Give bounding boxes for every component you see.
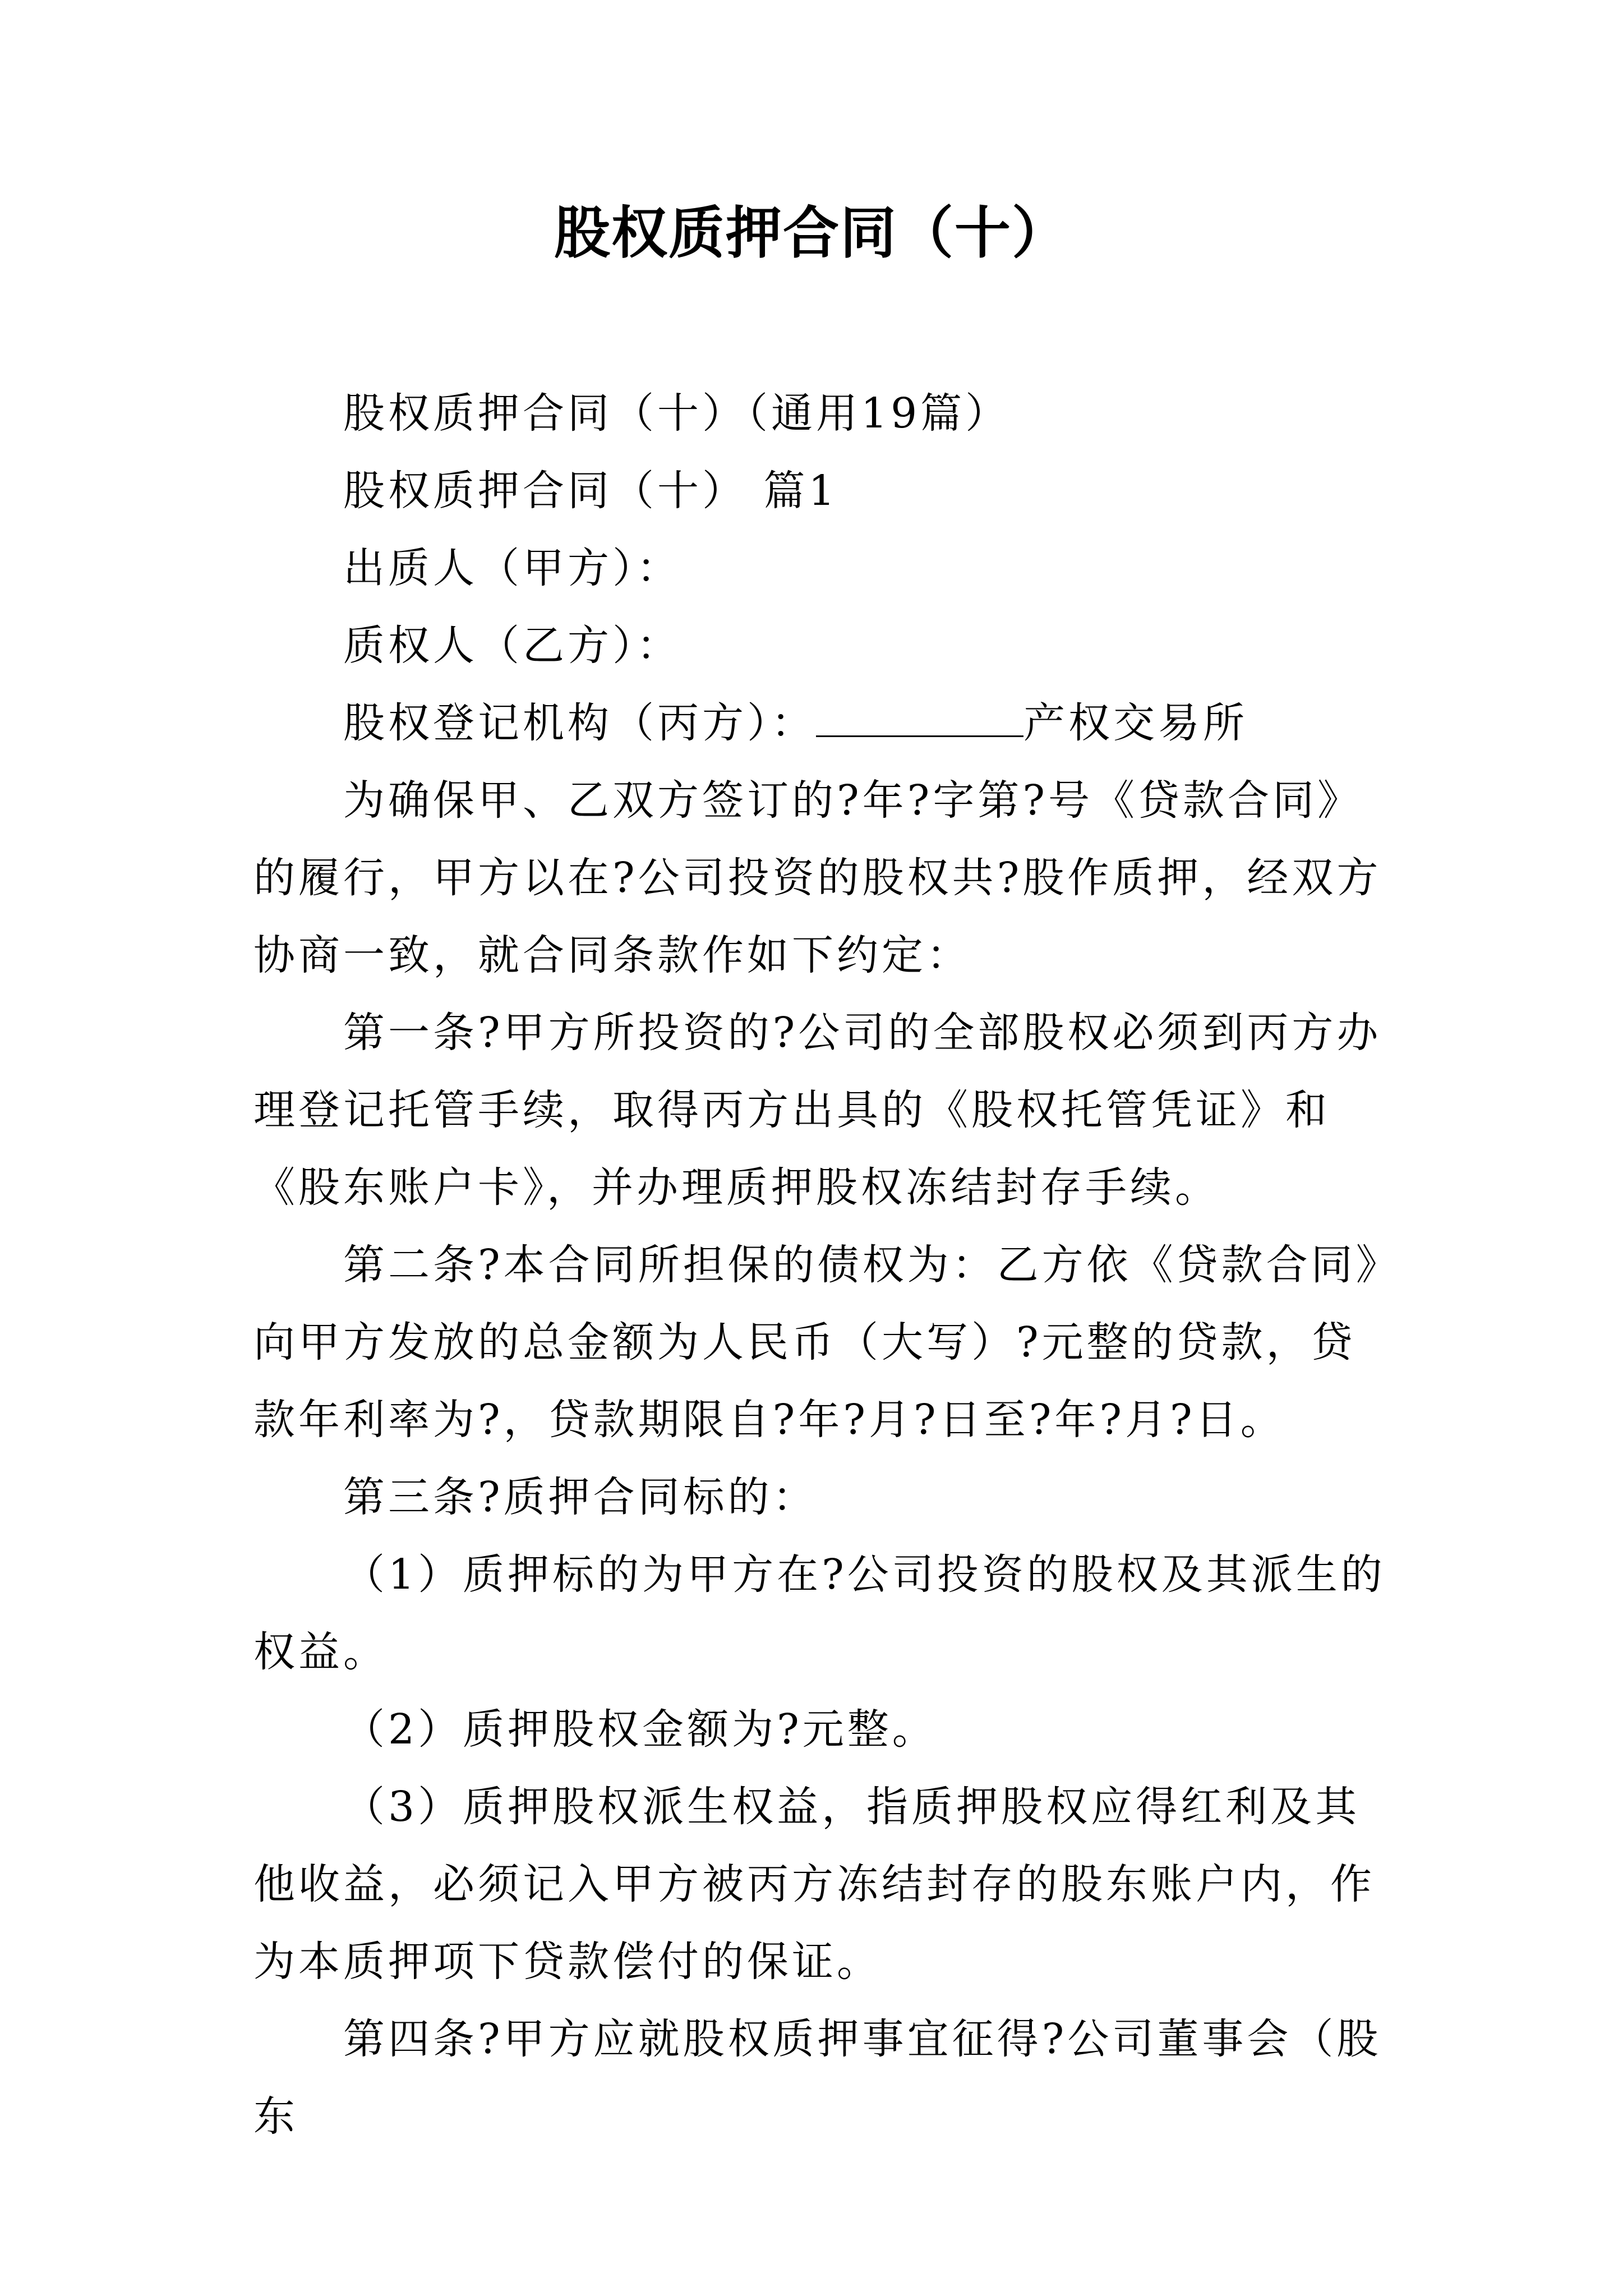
pledgor-line: 出质人（甲方）：: [343, 544, 681, 592]
article-3-item-2: （2）质押股权金额为?元整。: [343, 1705, 937, 1754]
article-3-item-1: （1）质押标的为甲方在?公司投资的股权及其派生的权益。: [253, 1550, 1386, 1676]
article-2: 第二条?本合同所担保的债权为：乙方依《贷款合同》向甲方发放的总金额为人民币（大写）?元整的贷款，贷款年利率为?，贷款期限自?年?月?日至?年?月?日。: [253, 1241, 1380, 1444]
registry-line: [253, 684, 1386, 762]
registry-suffix: 产权交易所: [1023, 699, 1248, 747]
page-title: 股权质押合同（十）: [554, 200, 1069, 266]
article-1: 第一条?甲方所投资的?公司的全部股权必须到丙方办理登记托管手续，取得丙方出具的《股权托管凭证》和《股东账户卡》，并办理质押股权冻结封存手续。: [253, 1009, 1382, 1212]
article-3: 第三条?质押合同标的：: [343, 1473, 818, 1521]
pledgee-line: 质权人（乙方）：: [343, 622, 681, 670]
blank-line: [816, 696, 1023, 737]
subtitle-paragraph: 股权质押合同（十）（通用19篇）: [343, 389, 1011, 438]
article-4: 第四条?甲方应就股权质押事宜征得?公司董事会（股东: [253, 2015, 1382, 2141]
preamble-paragraph: 为确保甲、乙双方签订的?年?字第?号《贷款合同》的履行，甲方以在?公司投资的股权共?股作质押，经双方协商一致，就合同条款作如下约定：: [253, 776, 1382, 979]
registry-label: 股权登记机构（丙方）：: [343, 699, 816, 747]
section-heading: 股权质押合同（十） 篇1: [343, 467, 838, 515]
document-body: [253, 375, 1386, 2155]
article-3-item-3: （3）质押股权派生权益，指质押股权应得红利及其他收益，必须记入甲方被丙方冻结封存的股东账户内，作为本质押项下贷款偿付的保证。: [253, 1783, 1375, 1986]
